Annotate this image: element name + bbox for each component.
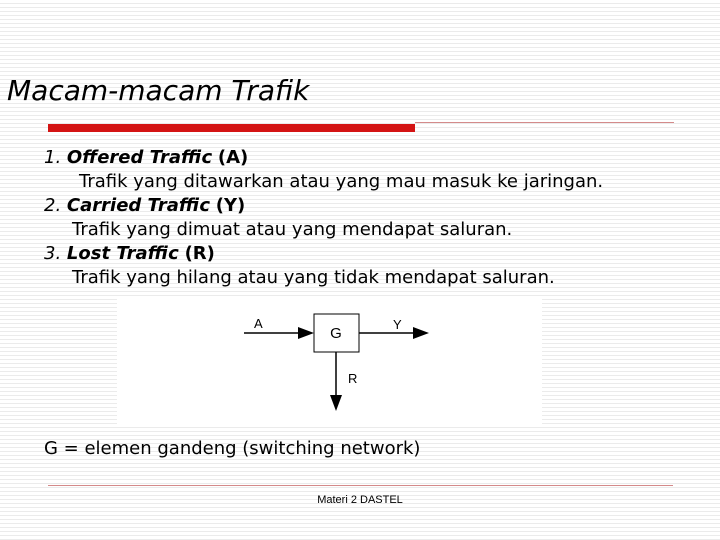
list-item-offered-traffic [44,146,603,170]
output-arrowhead [413,327,429,339]
item-code: (R) [184,243,215,264]
footer-rule [48,485,673,486]
item-description: Trafik yang dimuat atau yang mendapat saluran. [72,219,513,240]
list-item-carried-traffic [44,194,603,218]
traffic-flow-diagram [117,298,542,426]
input-arrowhead [298,327,314,339]
input-label: A [254,316,263,331]
list-item-lost-traffic [44,242,603,266]
title-underline-accent [48,124,415,132]
item-term: Carried Traffic [66,195,211,216]
output-label: Y [393,317,402,332]
title-underline-rule [415,122,674,123]
item-code: (A) [217,147,249,168]
item-description: Trafik yang ditawarkan atau yang mau masuk ke jaringan. [79,171,604,192]
item-description: Trafik yang hilang atau yang tidak mendapat saluran. [72,267,555,288]
slide-footer: Materi 2 DASTEL [317,494,403,506]
switching-node-label: G [330,325,342,342]
diagram-canvas [117,298,542,426]
slide-title: Macam-macam Trafik [7,74,310,107]
traffic-type-list [44,146,603,290]
lost-arrowhead [330,395,342,411]
diagram-legend: G = elemen gandeng (switching network) [44,438,421,459]
lost-label: R [348,371,358,386]
item-code: (Y) [215,195,246,216]
item-term: Offered Traffic [66,147,213,168]
item-number: 3. [44,243,62,264]
item-term: Lost Traffic [66,243,179,264]
item-number: 2. [44,195,62,216]
item-number: 1. [44,147,62,168]
